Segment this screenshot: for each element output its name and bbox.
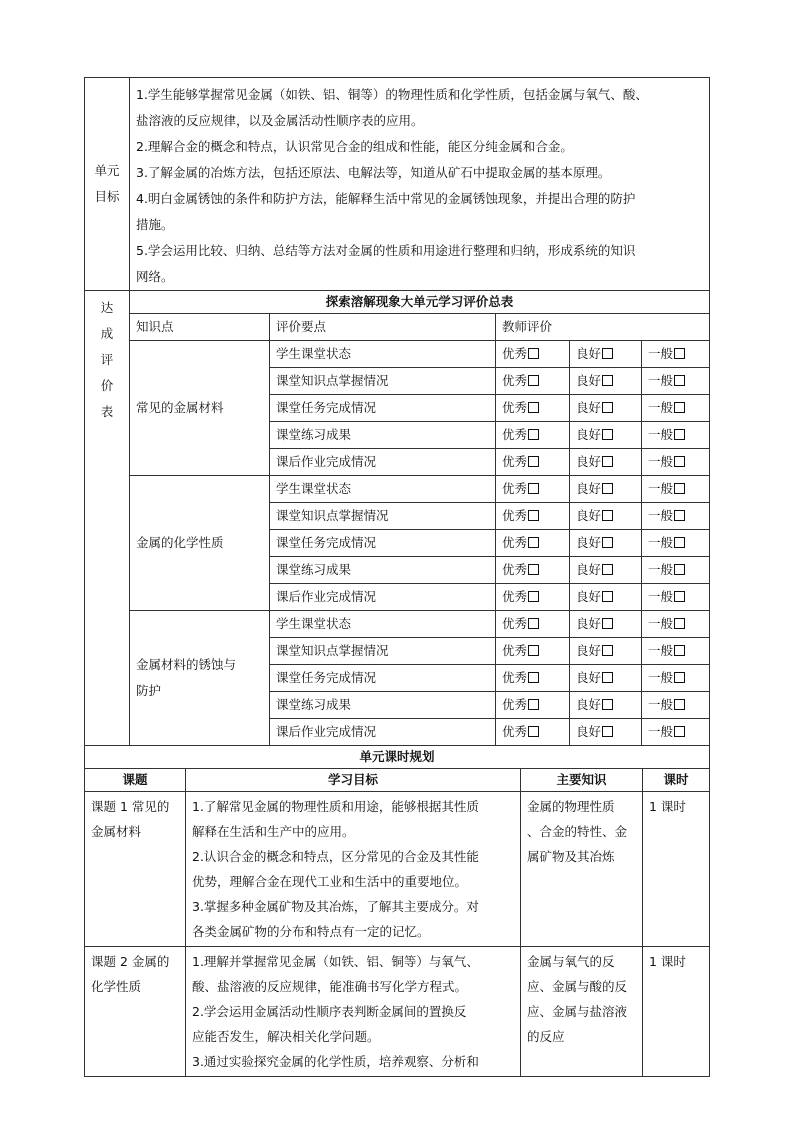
evaluation-criterion: 课堂任务完成情况 xyxy=(270,530,496,557)
rating-label: 优秀 xyxy=(502,346,528,361)
checkbox-icon[interactable] xyxy=(602,348,613,359)
checkbox-icon[interactable] xyxy=(602,699,613,710)
checkbox-icon[interactable] xyxy=(528,564,539,575)
header-topic: 课题 xyxy=(85,769,186,792)
checkbox-icon[interactable] xyxy=(602,402,613,413)
checkbox-icon[interactable] xyxy=(674,699,685,710)
rating-label: 良好 xyxy=(576,346,602,361)
rating-label: 一般 xyxy=(648,643,674,658)
checkbox-icon[interactable] xyxy=(674,456,685,467)
rating-label: 良好 xyxy=(576,643,602,658)
header-evaluation-criteria: 评价要点 xyxy=(270,314,496,341)
rating-label: 优秀 xyxy=(502,589,528,604)
checkbox-icon[interactable] xyxy=(528,456,539,467)
rating-label: 优秀 xyxy=(502,454,528,469)
lesson-knowledge-line: 应、金属与盐溶液 xyxy=(527,1004,628,1019)
checkbox-icon[interactable] xyxy=(602,510,613,521)
rating-option[interactable] xyxy=(642,557,710,584)
rating-label: 一般 xyxy=(648,373,674,388)
checkbox-icon[interactable] xyxy=(528,726,539,737)
checkbox-icon[interactable] xyxy=(674,672,685,683)
rating-option[interactable] xyxy=(642,611,710,638)
evaluation-title-row xyxy=(85,291,710,314)
lesson-knowledge-line: 金属与氧气的反 xyxy=(527,954,615,969)
rating-option[interactable] xyxy=(570,368,642,395)
rating-label: 一般 xyxy=(648,508,674,523)
unit-goals-label-line: 目标 xyxy=(94,189,120,204)
lesson-goal-line: 应能否发生，解决相关化学问题。 xyxy=(192,1029,380,1044)
rating-option[interactable] xyxy=(570,557,642,584)
lesson-knowledge-line: 属矿物及其冶炼 xyxy=(527,849,615,864)
lesson-topic-line: 化学性质 xyxy=(91,979,142,994)
lesson-goal-line: 1.理解并掌握常见金属（如铁、铝、铜等）与氧气、 xyxy=(192,954,479,969)
rating-option[interactable] xyxy=(642,422,710,449)
checkbox-icon[interactable] xyxy=(674,564,685,575)
rating-option[interactable] xyxy=(642,368,710,395)
rating-option[interactable] xyxy=(642,341,710,368)
rating-option[interactable] xyxy=(570,692,642,719)
rating-label: 良好 xyxy=(576,562,602,577)
lesson-goal-line: 1.了解常见金属的物理性质和用途，能够根据其性质 xyxy=(192,799,479,814)
evaluation-row xyxy=(85,611,710,638)
lesson-main-knowledge xyxy=(521,792,643,947)
evaluation-criterion: 课堂任务完成情况 xyxy=(270,665,496,692)
lesson-plan-row xyxy=(85,792,710,947)
rating-option[interactable] xyxy=(642,503,710,530)
rating-label: 优秀 xyxy=(502,508,528,523)
header-knowledge-point: 知识点 xyxy=(130,314,270,341)
unit-goal-line: 2.理解合金的概念和特点，认识常见合金的组成和性能，能区分纯金属和合金。 xyxy=(136,139,573,154)
checkbox-icon[interactable] xyxy=(602,456,613,467)
lesson-plan-title: 单元课时规划 xyxy=(85,746,710,769)
rating-label: 良好 xyxy=(576,427,602,442)
checkbox-icon[interactable] xyxy=(674,348,685,359)
rating-option[interactable] xyxy=(496,665,570,692)
checkbox-icon[interactable] xyxy=(674,402,685,413)
lesson-topic xyxy=(85,792,186,947)
rating-label: 良好 xyxy=(576,454,602,469)
rating-label: 一般 xyxy=(648,724,674,739)
rating-label: 良好 xyxy=(576,373,602,388)
checkbox-icon[interactable] xyxy=(528,537,539,548)
checkbox-icon[interactable] xyxy=(602,375,613,386)
lesson-goal-line: 各类金属矿物的分布和特点有一定的记忆。 xyxy=(192,924,430,939)
checkbox-icon[interactable] xyxy=(674,726,685,737)
checkbox-icon[interactable] xyxy=(528,348,539,359)
checkbox-icon[interactable] xyxy=(602,483,613,494)
rating-option[interactable] xyxy=(642,665,710,692)
rating-option[interactable] xyxy=(570,476,642,503)
rating-option[interactable] xyxy=(570,719,642,746)
rating-label: 优秀 xyxy=(502,670,528,685)
evaluation-criterion: 学生课堂状态 xyxy=(270,476,496,503)
unit-goals-row xyxy=(85,78,710,291)
evaluation-criterion: 课堂练习成果 xyxy=(270,692,496,719)
rating-option[interactable] xyxy=(496,395,570,422)
rating-option[interactable] xyxy=(496,584,570,611)
rating-option[interactable] xyxy=(642,584,710,611)
rating-option[interactable] xyxy=(570,395,642,422)
checkbox-icon[interactable] xyxy=(528,483,539,494)
evaluation-criterion: 学生课堂状态 xyxy=(270,611,496,638)
rating-label: 良好 xyxy=(576,400,602,415)
header-main-knowledge: 主要知识 xyxy=(521,769,643,792)
evaluation-criterion: 课后作业完成情况 xyxy=(270,719,496,746)
unit-goal-line: 3.了解金属的冶炼方法，包括还原法、电解法等，知道从矿石中提取金属的基本原理。 xyxy=(136,165,611,180)
lesson-topic-line: 课题 2 金属的 xyxy=(91,954,170,969)
evaluation-topic-line: 金属材料的锈蚀与 xyxy=(136,657,237,672)
lesson-topic xyxy=(85,947,186,1077)
rating-label: 优秀 xyxy=(502,697,528,712)
checkbox-icon[interactable] xyxy=(674,645,685,656)
rating-label: 一般 xyxy=(648,535,674,550)
evaluation-topic-line: 常见的金属材料 xyxy=(136,400,224,415)
rating-option[interactable] xyxy=(570,584,642,611)
lesson-plan-row xyxy=(85,947,710,1077)
rating-label: 优秀 xyxy=(502,643,528,658)
rating-label: 优秀 xyxy=(502,616,528,631)
rating-option[interactable] xyxy=(496,422,570,449)
rating-label: 良好 xyxy=(576,724,602,739)
rating-option[interactable] xyxy=(570,449,642,476)
lesson-class-hours: 1 课时 xyxy=(643,792,710,947)
checkbox-icon[interactable] xyxy=(602,645,613,656)
checkbox-icon[interactable] xyxy=(528,618,539,629)
checkbox-icon[interactable] xyxy=(528,429,539,440)
rating-option[interactable] xyxy=(496,476,570,503)
rating-option[interactable] xyxy=(570,422,642,449)
rating-option[interactable] xyxy=(570,503,642,530)
checkbox-icon[interactable] xyxy=(674,483,685,494)
evaluation-criterion: 学生课堂状态 xyxy=(270,341,496,368)
unit-goal-line: 网络。 xyxy=(136,269,174,284)
lesson-plan-header-row xyxy=(85,769,710,792)
rating-label: 良好 xyxy=(576,535,602,550)
evaluation-side-label-char: 评 xyxy=(100,352,114,367)
unit-goals-content xyxy=(130,78,710,291)
lesson-plan-table xyxy=(84,746,710,1077)
evaluation-table-title: 探索溶解现象大单元学习评价总表 xyxy=(130,291,710,314)
checkbox-icon[interactable] xyxy=(528,402,539,413)
lesson-goal-line: 酸、盐溶液的反应规律，能准确书写化学方程式。 xyxy=(192,979,468,994)
rating-label: 一般 xyxy=(648,400,674,415)
checkbox-icon[interactable] xyxy=(528,672,539,683)
rating-option[interactable] xyxy=(496,692,570,719)
rating-label: 一般 xyxy=(648,562,674,577)
evaluation-criterion: 课堂练习成果 xyxy=(270,422,496,449)
rating-option[interactable] xyxy=(496,719,570,746)
rating-label: 良好 xyxy=(576,697,602,712)
rating-label: 一般 xyxy=(648,427,674,442)
rating-label: 优秀 xyxy=(502,481,528,496)
evaluation-criterion: 课堂知识点掌握情况 xyxy=(270,368,496,395)
rating-option[interactable] xyxy=(642,692,710,719)
document-sheet xyxy=(84,77,709,1077)
checkbox-icon[interactable] xyxy=(674,618,685,629)
lesson-knowledge-line: 金属的物理性质 xyxy=(527,799,615,814)
rating-label: 优秀 xyxy=(502,535,528,550)
lesson-topic-line: 金属材料 xyxy=(91,824,142,839)
rating-option[interactable] xyxy=(496,368,570,395)
checkbox-icon[interactable] xyxy=(528,375,539,386)
checkbox-icon[interactable] xyxy=(602,672,613,683)
evaluation-side-label-char: 价 xyxy=(100,378,114,393)
rating-label: 优秀 xyxy=(502,562,528,577)
checkbox-icon[interactable] xyxy=(674,591,685,602)
evaluation-criterion: 课后作业完成情况 xyxy=(270,449,496,476)
checkbox-icon[interactable] xyxy=(674,537,685,548)
rating-option[interactable] xyxy=(642,476,710,503)
evaluation-header-row xyxy=(85,314,710,341)
rating-option[interactable] xyxy=(496,341,570,368)
checkbox-icon[interactable] xyxy=(602,429,613,440)
rating-label: 良好 xyxy=(576,508,602,523)
checkbox-icon[interactable] xyxy=(528,699,539,710)
checkbox-icon[interactable] xyxy=(602,726,613,737)
evaluation-topic xyxy=(130,476,270,611)
evaluation-side-label-char: 成 xyxy=(100,326,114,341)
lesson-goal-line: 解释在生活和生产中的应用。 xyxy=(192,824,355,839)
checkbox-icon[interactable] xyxy=(674,429,685,440)
rating-option[interactable] xyxy=(496,557,570,584)
rating-label: 一般 xyxy=(648,346,674,361)
rating-option[interactable] xyxy=(570,611,642,638)
unit-goal-line: 4.明白金属锈蚀的条件和防护方法，能解释生活中常见的金属锈蚀现象，并提出合理的防护 xyxy=(136,191,636,206)
rating-label: 优秀 xyxy=(502,427,528,442)
rating-label: 良好 xyxy=(576,481,602,496)
checkbox-icon[interactable] xyxy=(602,564,613,575)
rating-label: 一般 xyxy=(648,481,674,496)
rating-option[interactable] xyxy=(642,638,710,665)
lesson-learning-goals xyxy=(186,792,521,947)
checkbox-icon[interactable] xyxy=(674,375,685,386)
lesson-main-knowledge xyxy=(521,947,643,1077)
rating-label: 一般 xyxy=(648,616,674,631)
evaluation-topic-line: 金属的化学性质 xyxy=(136,535,224,550)
lesson-knowledge-line: 、合金的特性、金 xyxy=(527,824,628,839)
lesson-goal-line: 3.通过实验探究金属的化学性质，培养观察、分析和 xyxy=(192,1054,479,1069)
rating-option[interactable] xyxy=(496,503,570,530)
rating-option[interactable] xyxy=(570,665,642,692)
checkbox-icon[interactable] xyxy=(602,618,613,629)
evaluation-criterion: 课堂知识点掌握情况 xyxy=(270,638,496,665)
goals-evaluation-table xyxy=(84,77,710,746)
rating-label: 优秀 xyxy=(502,400,528,415)
rating-option[interactable] xyxy=(496,638,570,665)
lesson-knowledge-line: 的反应 xyxy=(527,1029,565,1044)
unit-goal-line: 盐溶液的反应规律，以及金属活动性顺序表的应用。 xyxy=(136,113,424,128)
rating-option[interactable] xyxy=(496,449,570,476)
lesson-topic-line: 课题 1 常见的 xyxy=(91,799,170,814)
unit-goals-label xyxy=(85,78,130,291)
rating-option[interactable] xyxy=(642,449,710,476)
header-class-hours: 课时 xyxy=(643,769,710,792)
rating-label: 优秀 xyxy=(502,724,528,739)
unit-goals-label-line: 单元 xyxy=(94,163,120,178)
evaluation-row xyxy=(85,476,710,503)
header-learning-goals: 学习目标 xyxy=(186,769,521,792)
rating-option[interactable] xyxy=(642,719,710,746)
evaluation-side-label-char: 表 xyxy=(100,404,114,419)
evaluation-topic xyxy=(130,611,270,746)
rating-option[interactable] xyxy=(642,395,710,422)
lesson-knowledge-line: 应、金属与酸的反 xyxy=(527,979,628,994)
rating-label: 良好 xyxy=(576,589,602,604)
header-teacher-evaluation: 教师评价 xyxy=(496,314,710,341)
checkbox-icon[interactable] xyxy=(528,510,539,521)
evaluation-side-label xyxy=(85,291,130,746)
checkbox-icon[interactable] xyxy=(674,510,685,521)
evaluation-criterion: 课堂知识点掌握情况 xyxy=(270,503,496,530)
lesson-goal-line: 优势，理解合金在现代工业和生活中的重要地位。 xyxy=(192,874,468,889)
rating-option[interactable] xyxy=(570,638,642,665)
rating-option[interactable] xyxy=(570,341,642,368)
rating-label: 一般 xyxy=(648,454,674,469)
lesson-goal-line: 2.学会运用金属活动性顺序表判断金属间的置换反 xyxy=(192,1004,467,1019)
unit-goal-line: 措施。 xyxy=(136,217,174,232)
evaluation-criterion: 课堂练习成果 xyxy=(270,557,496,584)
rating-option[interactable] xyxy=(496,530,570,557)
evaluation-topic-line: 防护 xyxy=(136,683,162,698)
lesson-goal-line: 3.掌握多种金属矿物及其冶炼，了解其主要成分。对 xyxy=(192,899,479,914)
checkbox-icon[interactable] xyxy=(602,537,613,548)
checkbox-icon[interactable] xyxy=(528,645,539,656)
rating-label: 良好 xyxy=(576,670,602,685)
lesson-class-hours: 1 课时 xyxy=(643,947,710,1077)
unit-goal-line: 5.学会运用比较、归纳、总结等方法对金属的性质和用途进行整理和归纳，形成系统的知识 xyxy=(136,243,636,258)
evaluation-criterion: 课后作业完成情况 xyxy=(270,584,496,611)
rating-option[interactable] xyxy=(496,611,570,638)
rating-label: 优秀 xyxy=(502,373,528,388)
unit-goal-line: 1.学生能够掌握常见金属（如铁、铝、铜等）的物理性质和化学性质，包括金属与氧气、酸、 xyxy=(136,87,648,102)
evaluation-side-label-char: 达 xyxy=(100,300,114,315)
rating-option[interactable] xyxy=(642,530,710,557)
lesson-goal-line: 2.认识合金的概念和特点，区分常见的合金及其性能 xyxy=(192,849,479,864)
rating-label: 一般 xyxy=(648,589,674,604)
evaluation-row xyxy=(85,341,710,368)
checkbox-icon[interactable] xyxy=(602,591,613,602)
rating-label: 良好 xyxy=(576,616,602,631)
rating-label: 一般 xyxy=(648,697,674,712)
evaluation-topic xyxy=(130,341,270,476)
checkbox-icon[interactable] xyxy=(528,591,539,602)
evaluation-criterion: 课堂任务完成情况 xyxy=(270,395,496,422)
lesson-learning-goals xyxy=(186,947,521,1077)
rating-label: 一般 xyxy=(648,670,674,685)
rating-option[interactable] xyxy=(570,530,642,557)
